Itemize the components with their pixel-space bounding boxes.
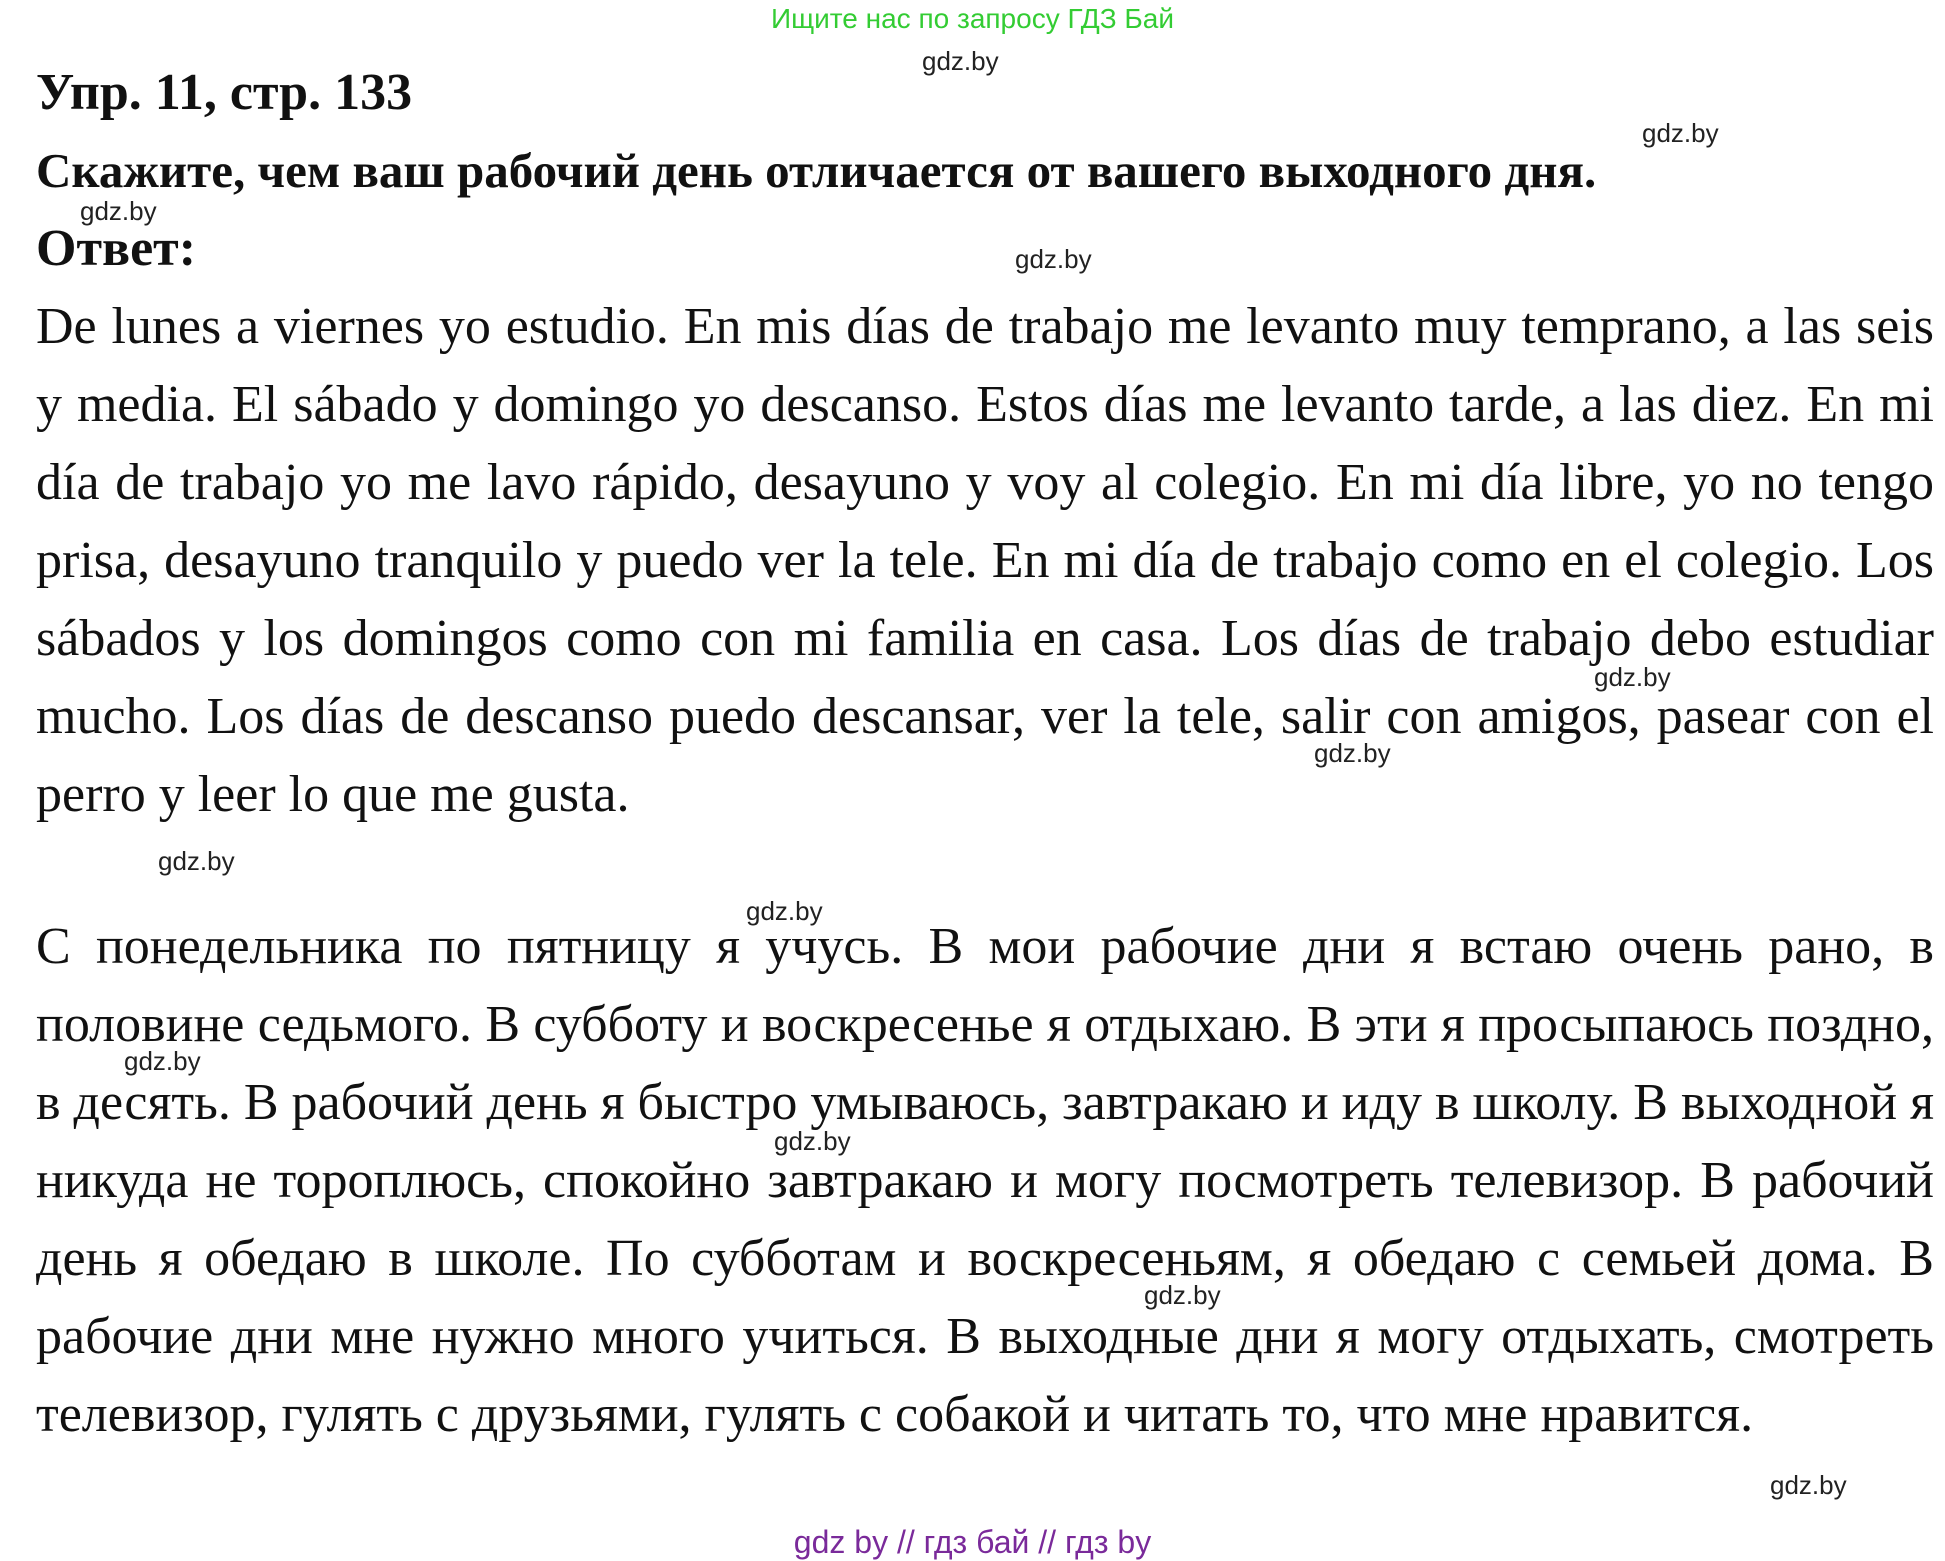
watermark: gdz.by (1770, 1470, 1847, 1500)
watermark: gdz.by (922, 46, 999, 76)
watermark: gdz.by (80, 196, 157, 226)
watermark: gdz.by (746, 896, 823, 926)
answer-spanish-paragraph: De lunes a viernes yo estudio. En mis días de trabajo me levanto muy temprano, a las seis y media. El sábado y domingo yo descanso. Estos días me levanto tarde, a las diez. En mi día de trabajo yo me lavo rápido, desayuno y voy al colegio. En mi día libre, yo no tengo prisa, desayuno tranquilo y puedo ver la tele. En mi día de trabajo como en el colegio. Los sábados y los domingos como con mi familia en casa. Los días de trabajo debo estudiar mucho. Los días de descanso puedo descansar, ver la tele, salir con amigos, pasear con el perro y leer lo que me gusta. (36, 298, 1934, 823)
search-banner: Ищите нас по запросу ГДЗ Бай (770, 3, 1175, 34)
watermark: gdz.by (1314, 738, 1391, 768)
answer-label: Ответ: (36, 220, 197, 277)
watermark: gdz.by (1642, 118, 1719, 148)
watermark: gdz.by (1594, 662, 1671, 692)
watermark: gdz.by (158, 846, 235, 876)
footer-links: gdz by // гдз бай // гдз by (793, 1524, 1152, 1560)
watermark: gdz.by (1144, 1280, 1221, 1310)
answer-russian-paragraph: С понедельника по пятницу я учусь. В мои рабочие дни я встаю очень рано, в половине седьмого. В субботу и воскресенье я отдыхаю. В эти я просыпаюсь поздно, в десять. В рабочий день я быстро умываюсь, завтракаю и иду в школу. В выходной я никуда не тороплюсь, спокойно завтракаю и могу посмотреть телевизор. В рабочий день я обедаю в школе. По субботам и воскресеньям, я обедаю с семьей дома. В рабочие дни мне нужно много учиться. В выходные дни я могу отдыхать, смотреть телевизор, гулять с друзьями, гулять с собакой и читать то, что мне нравится. (36, 918, 1934, 1443)
watermark: gdz.by (1015, 244, 1092, 274)
exercise-task: Скажите, чем ваш рабочий день отличается от вашего выходного дня. (36, 143, 1597, 198)
watermark: gdz.by (774, 1126, 851, 1156)
exercise-title: Упр. 11, стр. 133 (36, 64, 413, 121)
watermark: gdz.by (124, 1046, 201, 1076)
